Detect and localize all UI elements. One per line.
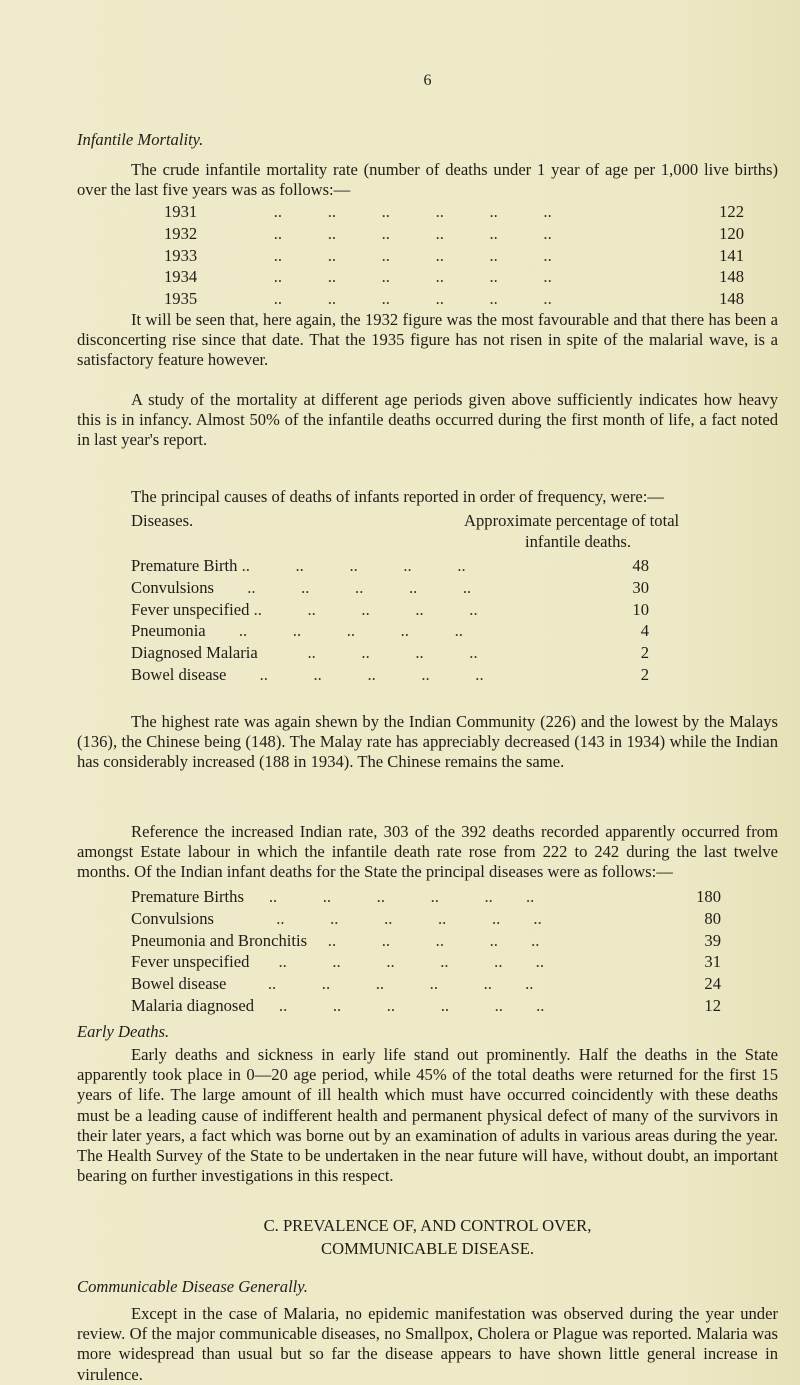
heading-communicable-disease: Communicable Disease Generally.: [77, 1277, 308, 1296]
heading-infantile-mortality: Infantile Mortality.: [77, 130, 204, 149]
section-c-title: C. PREVALENCE OF, AND CONTROL OVER,: [263, 1216, 592, 1235]
disease-name: Malaria diagnosed: [131, 995, 255, 1015]
causes-header-left: Diseases.: [131, 511, 194, 530]
paragraph: Reference the increased Indian rate, 303 of the 392 deaths recorded apparently occurred from amongst Estate labour in which the infantile death rate rose from 222 to 242 during the last twelve months. Of the Indian infant deaths for the State the principal diseases were as follows:—: [77, 822, 778, 882]
percentage: 30: [632, 577, 649, 597]
rates-table: [164, 201, 744, 310]
paragraph: Except in the case of Malaria, no epidemic manifestation was observed during the year under review. Of the major communicable diseases, no Smallpox, Cholera or Plague was reported. Malaria was more widespread than usual but so far the disease appears to have shown little general increase in virulence.: [77, 1304, 778, 1384]
paragraph: The highest rate was again shewn by the Indian Community (226) and the lowest by the Malays (136), the Chinese being (148). The Malay rate has appreciably decreased (143 in 1934) while the Indian has considerably increased (188 in 1934). The Chinese remains the same.: [77, 712, 778, 772]
death-count: 39: [704, 930, 721, 950]
disease-name: Bowel disease: [131, 974, 227, 994]
percentage: 2: [640, 664, 649, 684]
disease-name: Convulsions: [131, 577, 214, 597]
disease-name: Premature Birth: [131, 556, 238, 575]
year: 1935: [164, 289, 198, 309]
table-row: 1931 .. .. .. .. .. .. 122: [164, 202, 744, 221]
disease-name: Pneumonia and Bronchitis: [131, 930, 308, 950]
rate-value: 122: [719, 202, 744, 221]
percentage: 2: [640, 643, 649, 663]
death-count: 24: [704, 974, 721, 994]
percentage: 48: [632, 556, 649, 575]
heading-early-deaths: Early Deaths.: [77, 1022, 170, 1041]
table-row: 1935 .. .. .. .. .. .. 148: [164, 289, 744, 309]
table-row: Malaria diagnosed .. .. .. .. .. .. 12: [131, 995, 721, 1015]
table-row: Convulsions .. .. .. .. .. 30: [131, 577, 649, 597]
table-row: Fever unspecified .. .. .. .. .. .. 31: [131, 952, 721, 972]
intro-paragraph: The crude infantile mortality rate (number of deaths under 1 year of age per 1,000 live births) over the last five years was as follows:—: [77, 160, 778, 200]
disease-name: Pneumonia: [131, 621, 206, 641]
table-row: Fever unspecified .. .. .. .. .. 10: [131, 599, 649, 619]
death-count: 31: [704, 952, 721, 972]
percentage: 10: [632, 599, 649, 619]
year: 1932: [164, 223, 198, 243]
table-row: Premature Births .. .. .. .. .. .. 180: [131, 887, 721, 906]
paragraph: Early deaths and sickness in early life stand out prominently. Half the deaths in the State apparently took place in 0—20 age period, while 45% of the total deaths were returned for the first 15 years of life. The large amount of ill health which must have occurred coincidently with these deaths must be a leading cause of indifferent health and permanent physical defect of many of the survivors in their later years, a fact which was borne out by an examination of adults in various areas during the year. The Health Survey of the State to be undertaken in the near future will have, without doubt, an important bearing on further investigations in this respect.: [77, 1045, 778, 1186]
table-row: Bowel disease .. .. .. .. .. .. 24: [131, 974, 721, 994]
paragraph: A study of the mortality at different age periods given above sufficiently indicates how heavy this is in infancy. Almost 50% of the infantile deaths occurred during the first month of life, a fact noted in last year's report.: [77, 390, 778, 450]
disease-name: Premature Births: [131, 887, 244, 906]
rate-value: 120: [719, 223, 744, 243]
rate-value: 148: [719, 289, 744, 309]
rate-value: 141: [719, 245, 744, 265]
paragraph: The principal causes of deaths of infants reported in order of frequency, were:—: [131, 487, 664, 506]
table-row: Bowel disease .. .. .. .. .. 2: [131, 664, 649, 684]
table-row: Convulsions .. .. .. .. .. .. 80: [131, 908, 721, 928]
disease-name: Convulsions: [131, 908, 214, 928]
causes-table: [131, 555, 649, 686]
table-row: Pneumonia .. .. .. .. .. 4: [131, 621, 649, 641]
disease-name: Bowel disease: [131, 664, 227, 684]
page-number: 6: [423, 72, 432, 89]
table-row: Pneumonia and Bronchitis .. .. .. .. .. 39: [131, 930, 721, 950]
death-count: 80: [704, 908, 721, 928]
table-row: 1934 .. .. .. .. .. .. 148: [164, 267, 744, 287]
death-count: 180: [696, 887, 721, 906]
death-count: 12: [704, 995, 721, 1015]
table-row: Diagnosed Malaria .. .. .. .. 2: [131, 643, 649, 663]
causes-header-right-2: infantile deaths.: [525, 532, 631, 551]
rate-value: 148: [719, 267, 744, 287]
disease-name: Fever unspecified: [131, 952, 250, 972]
table-row: 1933 .. .. .. .. .. .. 141: [164, 245, 744, 265]
indian-diseases-table: [131, 886, 721, 1017]
year: 1931: [164, 202, 198, 221]
table-row: Premature Birth .. .. .. .. .. 48: [131, 556, 649, 575]
table-row: 1932 .. .. .. .. .. .. 120: [164, 223, 744, 243]
year: 1933: [164, 245, 198, 265]
paragraph: It will be seen that, here again, the 1932 figure was the most favourable and that there has been a disconcerting rise since that date. That the 1935 figure has not risen in spite of the malarial wave, is a satisfactory feature however.: [77, 310, 778, 370]
section-c-title-2: COMMUNICABLE DISEASE.: [321, 1239, 534, 1258]
causes-header-right: Approximate percentage of total: [464, 511, 680, 530]
year: 1934: [164, 267, 198, 287]
percentage: 4: [640, 621, 649, 641]
disease-name: Diagnosed Malaria: [131, 643, 258, 663]
disease-name: Fever unspecified: [131, 599, 250, 619]
